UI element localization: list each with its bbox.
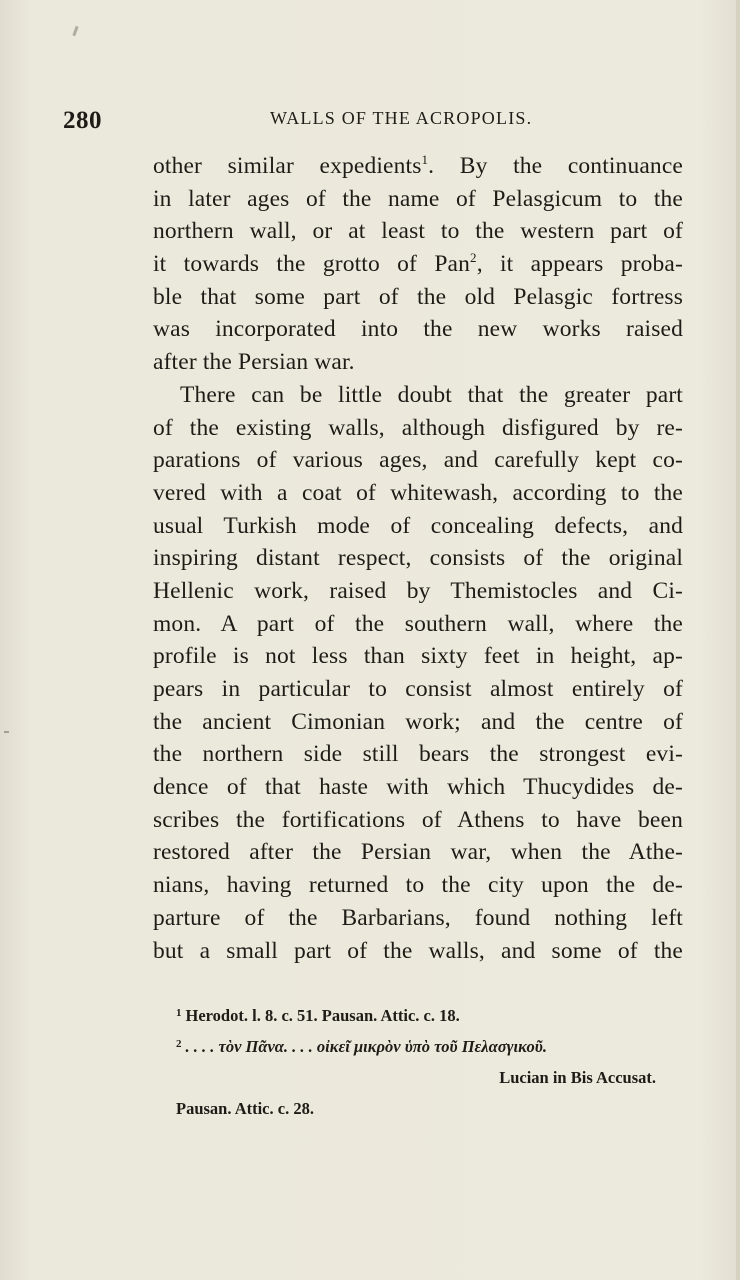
text-line: dence of that haste with which Thucydides de-	[153, 774, 683, 801]
text-line: There can be little doubt that the greater part	[180, 381, 683, 408]
text-line: it towards the grotto of Pan$^2$, it appears proba-	[153, 250, 683, 278]
text-line: profile is not less than sixty feet in height, ap-	[153, 643, 683, 670]
footnote-ref: 1	[421, 152, 429, 167]
ink-mark	[4, 731, 9, 733]
text-line: inspiring distant respect, consists of the original	[153, 545, 683, 572]
text-line: northern wall, or at least to the western part of	[153, 218, 683, 245]
text-line: other similar expedients$^1$. By the continuance	[153, 152, 683, 179]
footnote-ref: 2	[470, 250, 477, 266]
text-line: scribes the fortifications of Athens to have been	[153, 806, 683, 833]
text-line: ble that some part of the old Pelasgic fortress	[153, 283, 683, 310]
footnote-2-continuation: Pausan. Attic. c. 28.	[176, 1099, 314, 1118]
text-line: in later ages of the name of Pelasgicum to the	[153, 185, 683, 212]
text-line: mon. A part of the southern wall, where the	[153, 610, 683, 637]
text-line: vered with a coat of whitewash, according to the	[153, 479, 683, 506]
text-line: Hellenic work, raised by Themistocles and Ci-	[153, 577, 683, 604]
greek-quotation: . . . . τὸν Πᾶνα. . . . οἰκεῖ μικρὸν ὑπὸ τοῦ Πελασγικοῦ.	[185, 1037, 547, 1056]
page-edge	[736, 0, 740, 1280]
text-line: nians, having returned to the city upon the de-	[153, 872, 683, 899]
footnote-2	[176, 1031, 666, 1062]
text-line: usual Turkish mode of concealing defects, and	[153, 512, 683, 539]
text-line: after the Persian war.	[153, 349, 355, 376]
text-line: the northern side still bears the strongest evi-	[153, 741, 683, 768]
page-number: 280	[63, 107, 102, 134]
text-line: parations of various ages, and carefully kept co-	[153, 447, 683, 474]
footnote-marker: 2	[176, 1038, 182, 1050]
running-head: WALLS OF THE ACROPOLIS.	[270, 108, 533, 128]
footnote-marker: 1	[176, 1007, 182, 1019]
text-line: of the existing walls, although disfigured by re-	[153, 414, 683, 441]
text-line: pears in particular to consist almost entirely of	[153, 676, 683, 702]
text-line: was incorporated into the new works raised	[153, 316, 683, 343]
footnote-1: $^1$ Herodot. l. 8. c. 51. Pausan. Attic. c. 18.	[176, 1006, 460, 1025]
footnote-2-attribution: Lucian in Bis Accusat.	[499, 1068, 656, 1087]
text-line: restored after the Persian war, when the Athe-	[153, 839, 683, 866]
body-text	[153, 150, 683, 967]
footnotes	[176, 1000, 666, 1124]
text-line: but a small part of the walls, and some of the	[153, 937, 683, 964]
text-line: parture of the Barbarians, found nothing left	[153, 904, 683, 931]
text-line: the ancient Cimonian work; and the centre of	[153, 708, 683, 735]
ink-mark	[72, 26, 78, 36]
